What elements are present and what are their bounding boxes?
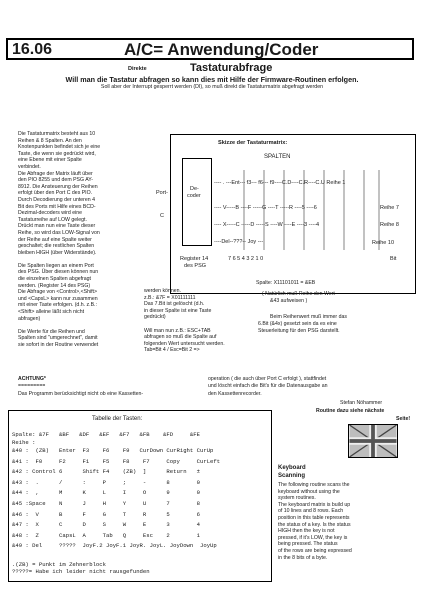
text-line: of the rows are being expressed [278, 547, 352, 554]
bit-label: Bit [390, 256, 397, 262]
text-line: Bit des Ports mit Hilfe eines BCD- [18, 203, 96, 210]
achtung-heading: ACHTUNG* [18, 376, 46, 382]
text-line: Reihen & 8 Spalten. An den [18, 137, 82, 144]
matrix-row-7-label: Reihe 7 [380, 205, 399, 211]
intro-line-2: Soll aber der Interrupt gesperrt werden (DI), so muß direkt die Tastaturmatrix abgefragt werden [100, 84, 324, 90]
key-table-reihe: Reihe : [12, 439, 36, 446]
text-line: Die Abfrage der Matrix läuft über [18, 170, 93, 177]
text-line: gedrückt) [144, 314, 166, 321]
text-line: werden können. [144, 288, 181, 294]
matrix-row-10-label: Reihe 10 [372, 240, 395, 246]
key-table-row: &48 : Z CapsL A Tab Q Esc 2 1 [12, 531, 200, 539]
text-line: werden. (Register 14 des PSG) [18, 282, 91, 289]
decoder-label-1: De- [190, 186, 199, 192]
text-line: being pressed. The status [278, 541, 338, 548]
text-line: abfragen so muß die Spalte auf [144, 334, 217, 341]
key-table-title: Tabelle der Tasten: [92, 416, 143, 422]
matrix-lines [214, 170, 414, 254]
author: Stefan Nöhammer [340, 400, 383, 406]
text-line: erfolgt über den Port C des PIO. [18, 190, 93, 197]
text-line: Will man nun z.B.: ESC+TAB [144, 327, 211, 334]
key-table-row: &42 : Control 6 Shift F4 (ZB) ] Return ± [12, 468, 200, 476]
text-line: geschaltet; die restlichen Spalten [18, 243, 95, 250]
routine-note-1: Routine dazu siehe nächste [316, 408, 385, 414]
decoder-label-2: coder [187, 193, 201, 199]
text-line: Durch Decodierung der unteren 4 [18, 196, 95, 203]
text-line: Taste, die wenn sie gedrückt wird, [18, 150, 96, 157]
text-line: des PSG. Über diesen können nun [18, 269, 99, 276]
note-line-1: ( Natürlich muß Reihe den Wert [262, 291, 335, 297]
text-line: der Reihe auf eine Spalte weiter [18, 236, 92, 243]
text-line: of 10 lines and 8 rows. Each [278, 508, 344, 515]
text-line [18, 256, 166, 263]
subtitle: Tastaturabfrage [190, 62, 273, 74]
text-line: Die Werte für die Reihen und [18, 328, 85, 335]
note-line-3: Beim Reihenwert muß immer das [270, 314, 347, 320]
key-table-row: &47 : X C D S W E 3 4 [12, 521, 200, 529]
text-line: in the 8 bits of a byte. [278, 554, 328, 561]
text-line: mit einer Taste erfolgen. (d.h. z.B.: [18, 302, 97, 309]
spalte-value: Spalte: X11101011 = &EB [256, 280, 316, 286]
key-table-row: &46 : V B F G T R 5 6 [12, 510, 200, 518]
note-line-2: &43 aufweisen ) [270, 298, 308, 304]
key-table-row: &41 : F0 F2 F1 F5 F8 F7 Copy CurLeft [12, 457, 221, 465]
text-line: The following routine scans the [278, 482, 350, 488]
key-table-row: &40 : (ZB) Enter F3 F6 F9 CurDown CurRight CurUp [12, 447, 214, 454]
bit-numbers: 7 6 5 4 3 2 1 0 [228, 256, 264, 262]
header-box [6, 38, 414, 60]
key-table-row: &44 : , M K L I O 9 0 [12, 489, 200, 497]
key-table-header: Spalte: &7F &BF &DF &EF &F7 &FB &FD &FE [12, 431, 200, 438]
text-line: Die Abfrage von <Control>,<Shift> [18, 289, 98, 296]
achtung-text: Das Programm berücksichtigt nicht ob eine Kassetten- [18, 391, 144, 397]
table-legend-2: ?????= Habe ich leider nicht rausgefunden [12, 568, 150, 575]
english-heading-1: Keyboard [278, 465, 306, 471]
text-line: Das 7.Bit ist gelöscht (d.h. [144, 301, 205, 308]
achtung-text-right-2: und löscht einfach die Bit's für die Datenausgabe an [208, 383, 328, 389]
key-table-row: &49 : Del ????? JoyF.2 JoyF.1 JoyR. JoyL. JoyDown JoyUp [12, 542, 217, 550]
text-line: z.B.: &7F = X01111111 [144, 294, 196, 301]
achtung-text-right-1: operation ( die auch über Port C erfolgt ), stattfindet [208, 376, 327, 382]
register-label-1: Register 14 [180, 256, 209, 262]
text-line: Tab=Bit 4 / Esc=Bit 2 => [144, 347, 200, 354]
note-line-4: 6.Bit (&4x) gesetzt sein da es eine [258, 321, 337, 327]
text-line [144, 321, 254, 328]
matrix-row-8-label: Reihe 8 [380, 222, 399, 228]
text-line: Reihe, so wird das LOW-Signal von [18, 229, 100, 236]
note-line-5: Steuerleitung für den PSG darstellt. [258, 328, 340, 334]
text-line: pressed, if it's LOW, the key is [278, 534, 348, 541]
text-line: folgenden Wert untersucht werden. [144, 340, 225, 347]
text-line: position in this table represents [278, 514, 350, 521]
text-line: Dezimal-decoders wird eine [18, 210, 83, 217]
text-line: Die Tastaturmatrix besteht aus 10 [18, 131, 96, 137]
page-title: A/C= Anwendung/Coder [124, 40, 319, 59]
text-line: 8912. Die Ansteuerung der Reihen [18, 183, 98, 190]
text-line: abfragen) [18, 315, 41, 322]
text-line: HIGH then the key is not [278, 528, 335, 535]
routine-note-2: Seite! [396, 416, 411, 422]
text-line: und <CapsL> kann nur zusammen [18, 295, 98, 302]
english-heading-2: Scanning [278, 473, 306, 479]
text-line: Drückt man nun eine Taste dieser [18, 223, 96, 230]
text-line: Knotenpunkten befindet sich je eine [18, 144, 101, 151]
achtung-underline: ========= [18, 383, 46, 389]
text-line: <Shift> alleine läßt sich nicht [18, 309, 85, 316]
achtung-text-right-3: den Kassettenrecorder. [208, 391, 262, 397]
text-line: the status of a key. Is the status [278, 521, 351, 528]
text-line: in dieser Spalte ist eine Taste [144, 307, 212, 314]
diagram-title: Skizze der Tastaturmatrix: [218, 140, 288, 146]
subtitle-prefix: Direkte [128, 66, 147, 72]
middle-text [144, 288, 254, 354]
text-line: system routines. [278, 495, 316, 502]
text-line: Die Spalten liegen an einem Port [18, 262, 94, 269]
text-line: die einzelnen Spalten abgefragt [18, 276, 91, 283]
matrix-row-1: ---- . ---Ent--- f3--- f6--- f9----C.D----C.R----C.U Reihe 1 [214, 180, 346, 186]
matrix-row-10: ----Del--???-- Joy --- [214, 239, 264, 245]
text-line: sie sofort in der Routine verwendet [18, 342, 99, 348]
text-line: bleiben HIGH (über Widerstände). [18, 249, 97, 256]
register-label-2: des PSG [184, 263, 207, 269]
key-table-row: &43 : . / : P ; - 8 0 [12, 478, 200, 486]
matrix-row-8: ---- X-----C -----D -----S ----W ----E ----3 ----4 [214, 222, 320, 228]
text-line: The keyboard matrix is build up [278, 501, 351, 508]
union-jack-flag-icon [348, 424, 398, 458]
port-label: Port- [156, 190, 168, 196]
text-line: eine Ebene mit einer Spalte [18, 157, 82, 164]
diagram-columns-label: SPALTEN [264, 154, 291, 160]
table-legend-1: .(ZB) = Punkt im Zehnerblock [12, 561, 106, 568]
port-c-label: C [160, 213, 164, 219]
text-line: verbindet. [18, 163, 41, 170]
matrix-row-7: ---- V-----B ----F -----G ----T -----R ----5 ----6 [214, 205, 317, 211]
intro-line-1: Will man die Tastatur abfragen so kann dies mit Hilfe der Firmware-Routinen erfolgen. [65, 75, 359, 84]
page-number: 16.06 [12, 41, 53, 58]
text-line: keyboard without using the [278, 488, 340, 495]
text-line: Tastaturreihe auf LOW gelegt. [18, 216, 87, 223]
english-text [278, 482, 418, 561]
text-line: den PIO 8255 und dem PSG AY- [18, 177, 93, 184]
key-table-row: &45 :Space N J H Y U 7 8 [12, 500, 200, 507]
text-line: Spalten sind "umgerechnet", damit [18, 335, 98, 342]
decoder-box [182, 158, 212, 246]
